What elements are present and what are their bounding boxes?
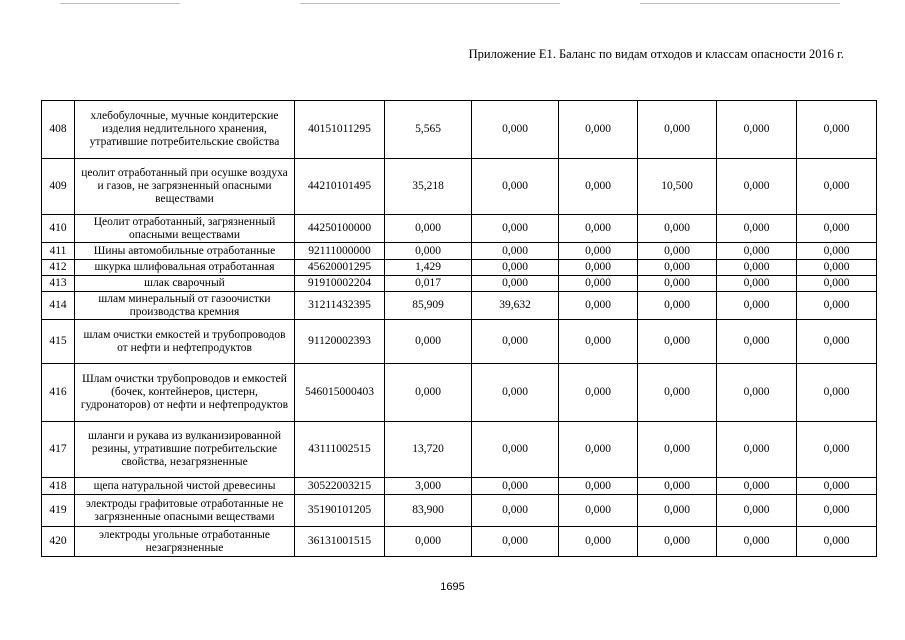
table-row xyxy=(42,364,877,422)
value-cell: 0,000 xyxy=(797,292,877,320)
fkko-code: 546015000403 xyxy=(295,364,385,422)
table-row xyxy=(42,101,877,159)
value-cell: 0,000 xyxy=(638,422,717,478)
value-cell: 0,000 xyxy=(638,292,717,320)
row-number: 415 xyxy=(42,320,75,364)
fkko-code: 30522003215 xyxy=(295,478,385,495)
table-row xyxy=(42,276,877,292)
value-cell: 0,000 xyxy=(797,260,877,276)
value-cell: 0,000 xyxy=(717,260,797,276)
value-cell: 0,000 xyxy=(717,276,797,292)
waste-name: электроды угольные отработанные незагрязненные xyxy=(75,527,295,557)
table-row xyxy=(42,422,877,478)
value-cell: 0,000 xyxy=(559,527,638,557)
value-cell: 0,000 xyxy=(472,276,559,292)
waste-name: электроды графитовые отработанные не загрязненные опасными веществами xyxy=(75,495,295,527)
value-cell: 0,000 xyxy=(472,422,559,478)
value-cell: 0,000 xyxy=(559,159,638,215)
value-cell: 0,000 xyxy=(717,243,797,260)
value-cell: 85,909 xyxy=(385,292,472,320)
waste-name: шлам очистки емкостей и трубопроводов от нефти и нефтепродуктов xyxy=(75,320,295,364)
value-cell: 0,000 xyxy=(472,320,559,364)
value-cell: 0,017 xyxy=(385,276,472,292)
table-row xyxy=(42,478,877,495)
table-row xyxy=(42,320,877,364)
value-cell: 0,000 xyxy=(559,276,638,292)
value-cell: 0,000 xyxy=(559,478,638,495)
value-cell: 0,000 xyxy=(797,495,877,527)
value-cell: 3,000 xyxy=(385,478,472,495)
row-number: 408 xyxy=(42,101,75,159)
value-cell: 0,000 xyxy=(797,101,877,159)
value-cell: 0,000 xyxy=(717,215,797,243)
value-cell: 0,000 xyxy=(559,101,638,159)
value-cell: 0,000 xyxy=(717,527,797,557)
table-row xyxy=(42,159,877,215)
value-cell: 35,218 xyxy=(385,159,472,215)
value-cell: 0,000 xyxy=(559,495,638,527)
row-number: 413 xyxy=(42,276,75,292)
table-row xyxy=(42,495,877,527)
row-number: 418 xyxy=(42,478,75,495)
row-number: 409 xyxy=(42,159,75,215)
value-cell: 0,000 xyxy=(559,243,638,260)
waste-name: шланги и рукава из вулканизированной резины, утратившие потребительские свойства, незагрязненные xyxy=(75,422,295,478)
waste-name: цеолит отработанный при осушке воздуха и газов, не загрязненный опасными веществами xyxy=(75,159,295,215)
value-cell: 0,000 xyxy=(717,292,797,320)
row-number: 410 xyxy=(42,215,75,243)
value-cell: 0,000 xyxy=(797,478,877,495)
value-cell: 0,000 xyxy=(472,260,559,276)
value-cell: 0,000 xyxy=(717,101,797,159)
value-cell: 0,000 xyxy=(385,527,472,557)
value-cell: 0,000 xyxy=(717,422,797,478)
table-row xyxy=(42,243,877,260)
value-cell: 0,000 xyxy=(559,320,638,364)
scan-artifact xyxy=(640,3,840,4)
fkko-code: 92111000000 xyxy=(295,243,385,260)
row-number: 417 xyxy=(42,422,75,478)
value-cell: 39,632 xyxy=(472,292,559,320)
value-cell: 0,000 xyxy=(638,364,717,422)
value-cell: 0,000 xyxy=(385,243,472,260)
fkko-code: 45620001295 xyxy=(295,260,385,276)
value-cell: 0,000 xyxy=(638,215,717,243)
table-row xyxy=(42,260,877,276)
waste-name: хлебобулочные, мучные кондитерские изделия недлительного хранения, утратившие потребительские свойства xyxy=(75,101,295,159)
value-cell: 0,000 xyxy=(559,292,638,320)
value-cell: 13,720 xyxy=(385,422,472,478)
value-cell: 0,000 xyxy=(472,159,559,215)
row-number: 419 xyxy=(42,495,75,527)
value-cell: 0,000 xyxy=(797,527,877,557)
value-cell: 0,000 xyxy=(638,243,717,260)
value-cell: 0,000 xyxy=(472,527,559,557)
value-cell: 0,000 xyxy=(797,320,877,364)
fkko-code: 40151011295 xyxy=(295,101,385,159)
row-number: 411 xyxy=(42,243,75,260)
value-cell: 10,500 xyxy=(638,159,717,215)
fkko-code: 31211432395 xyxy=(295,292,385,320)
row-number: 414 xyxy=(42,292,75,320)
value-cell: 0,000 xyxy=(717,495,797,527)
value-cell: 0,000 xyxy=(797,364,877,422)
waste-name: Шлам очистки трубопроводов и емкостей (бочек, контейнеров, цистерн, гудронаторов) от нефти и нефтепродуктов xyxy=(75,364,295,422)
value-cell: 0,000 xyxy=(472,243,559,260)
value-cell: 0,000 xyxy=(638,260,717,276)
value-cell: 0,000 xyxy=(559,364,638,422)
value-cell: 0,000 xyxy=(638,276,717,292)
fkko-code: 91910002204 xyxy=(295,276,385,292)
value-cell: 0,000 xyxy=(385,364,472,422)
value-cell: 0,000 xyxy=(797,159,877,215)
value-cell: 0,000 xyxy=(385,320,472,364)
fkko-code: 35190101205 xyxy=(295,495,385,527)
waste-name: шлам минеральный от газоочистки производства кремния xyxy=(75,292,295,320)
table-row xyxy=(42,215,877,243)
value-cell: 0,000 xyxy=(797,276,877,292)
value-cell: 0,000 xyxy=(717,364,797,422)
fkko-code: 43111002515 xyxy=(295,422,385,478)
value-cell: 0,000 xyxy=(472,478,559,495)
fkko-code: 91120002393 xyxy=(295,320,385,364)
value-cell: 0,000 xyxy=(638,320,717,364)
value-cell: 0,000 xyxy=(797,243,877,260)
value-cell: 0,000 xyxy=(559,260,638,276)
value-cell: 0,000 xyxy=(472,101,559,159)
value-cell: 0,000 xyxy=(472,364,559,422)
value-cell: 5,565 xyxy=(385,101,472,159)
value-cell: 0,000 xyxy=(797,422,877,478)
value-cell: 0,000 xyxy=(385,215,472,243)
value-cell: 0,000 xyxy=(472,215,559,243)
scan-artifact xyxy=(300,3,560,4)
row-number: 416 xyxy=(42,364,75,422)
value-cell: 0,000 xyxy=(559,422,638,478)
fkko-code: 44250100000 xyxy=(295,215,385,243)
value-cell: 0,000 xyxy=(638,478,717,495)
row-number: 420 xyxy=(42,527,75,557)
table-row xyxy=(42,527,877,557)
row-number: 412 xyxy=(42,260,75,276)
waste-balance-table xyxy=(41,100,877,557)
page-header: Приложение Е1. Баланс по видам отходов и классам опасности 2016 г. xyxy=(468,47,844,61)
waste-name: Цеолит отработанный, загрязненный опасными веществами xyxy=(75,215,295,243)
table-row xyxy=(42,292,877,320)
value-cell: 0,000 xyxy=(717,159,797,215)
value-cell: 0,000 xyxy=(638,101,717,159)
scan-artifact xyxy=(60,3,180,4)
value-cell: 0,000 xyxy=(717,320,797,364)
waste-name: щепа натуральной чистой древесины xyxy=(75,478,295,495)
value-cell: 83,900 xyxy=(385,495,472,527)
value-cell: 0,000 xyxy=(559,215,638,243)
value-cell: 1,429 xyxy=(385,260,472,276)
value-cell: 0,000 xyxy=(717,478,797,495)
page-number: 1695 xyxy=(440,581,465,593)
value-cell: 0,000 xyxy=(638,495,717,527)
value-cell: 0,000 xyxy=(638,527,717,557)
waste-name: Шины автомобильные отработанные xyxy=(75,243,295,260)
value-cell: 0,000 xyxy=(472,495,559,527)
fkko-code: 44210101495 xyxy=(295,159,385,215)
fkko-code: 36131001515 xyxy=(295,527,385,557)
waste-name: шкурка шлифовальная отработанная xyxy=(75,260,295,276)
value-cell: 0,000 xyxy=(797,215,877,243)
waste-name: шлак сварочный xyxy=(75,276,295,292)
